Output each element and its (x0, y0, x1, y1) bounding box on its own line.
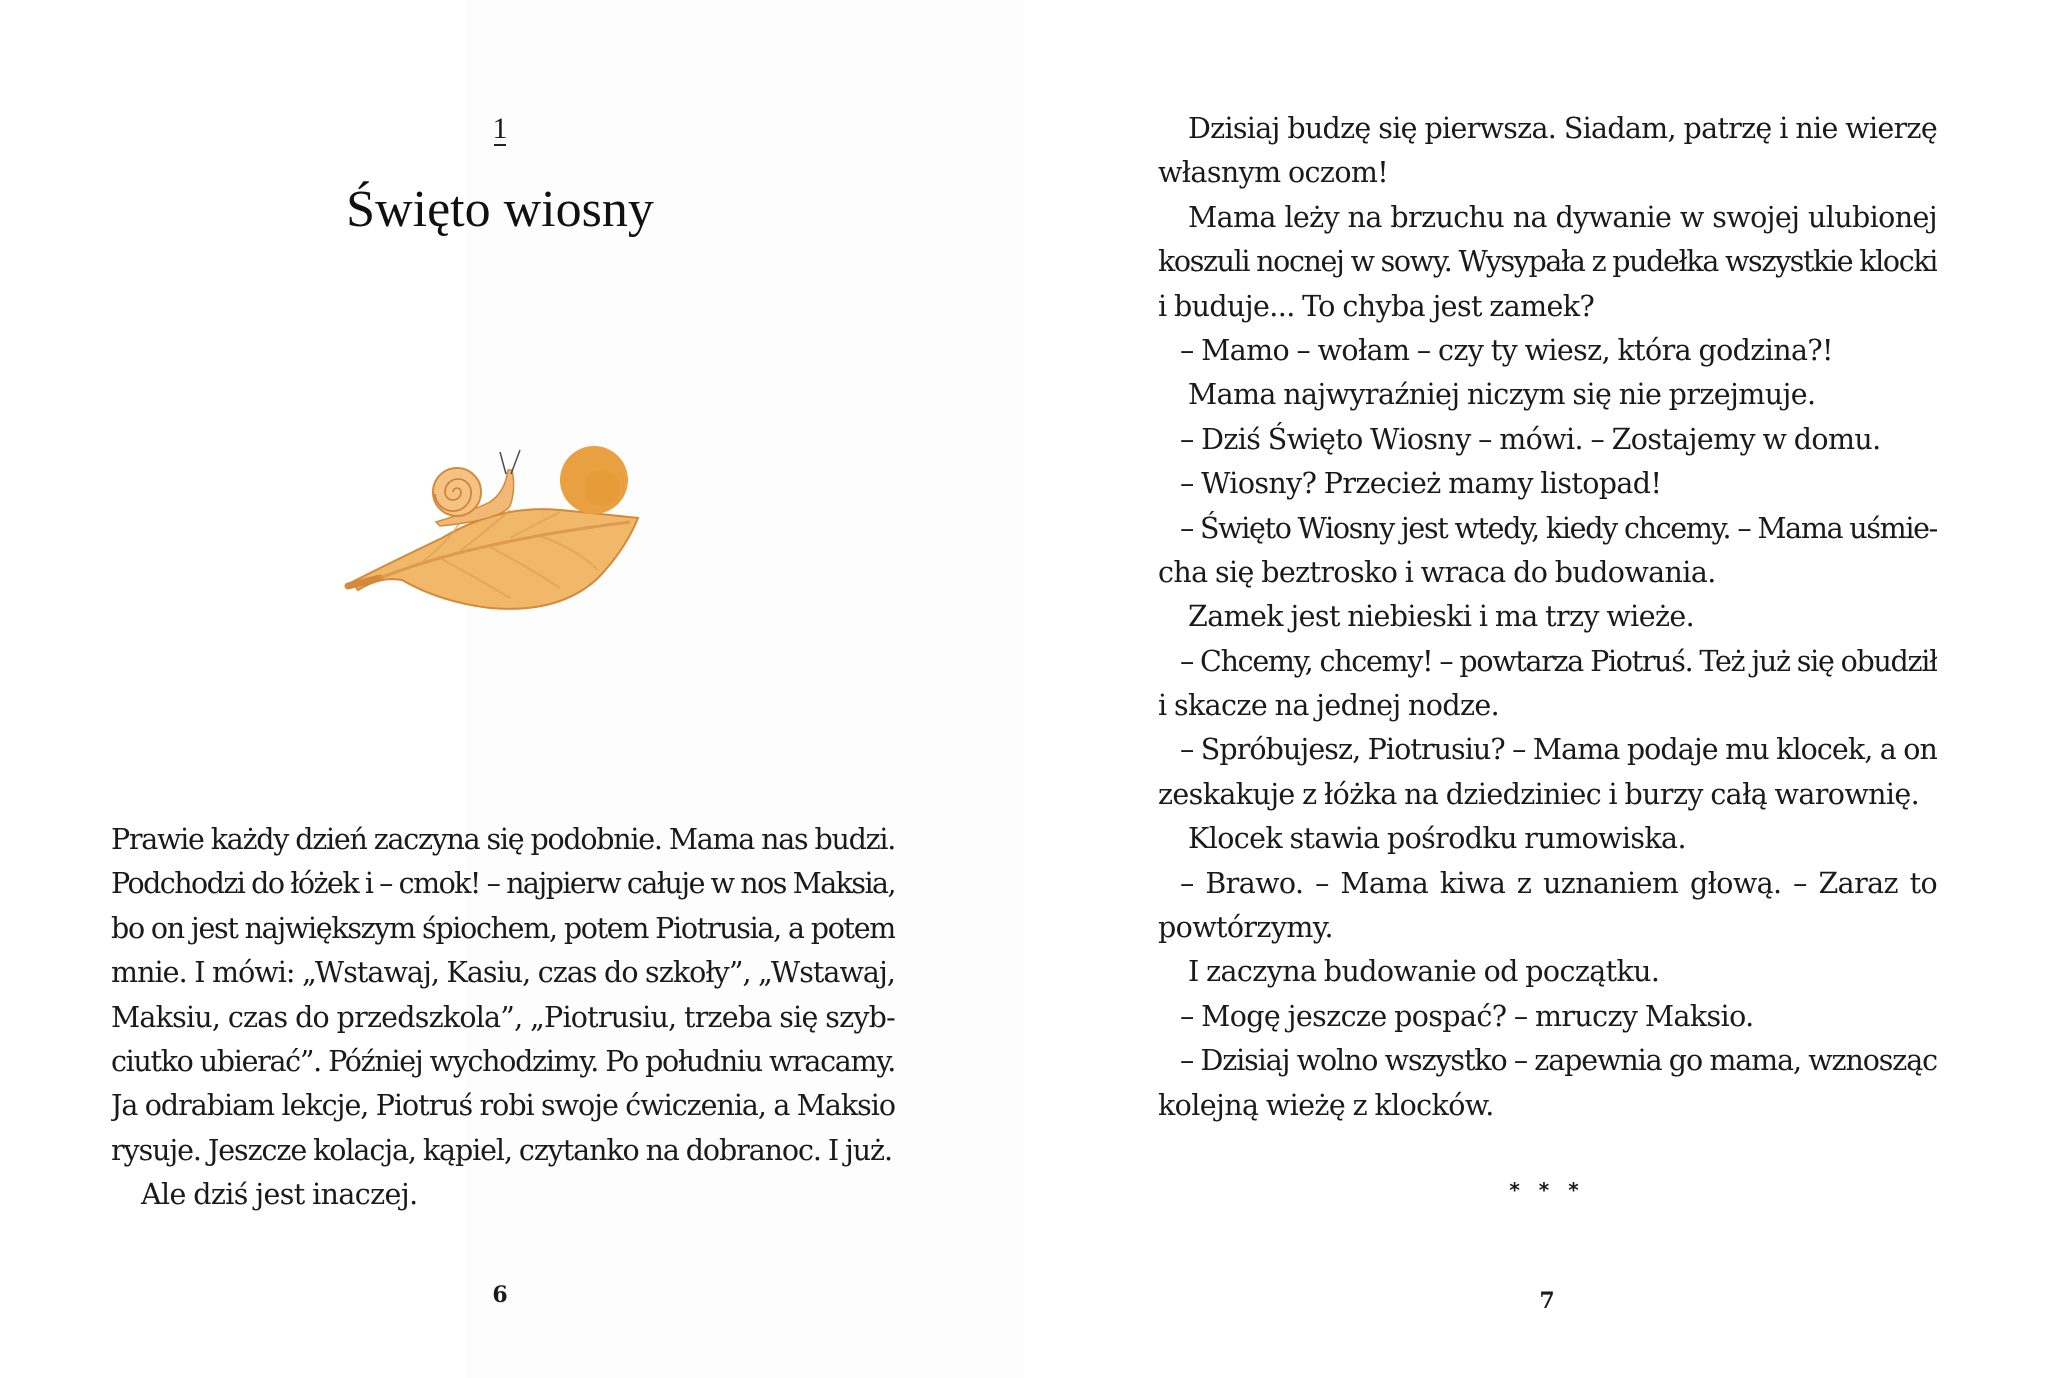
text-line: własnym oczom! (1158, 156, 1389, 190)
text-line: – Brawo. – Mama kiwa z uznaniem głową. – Zaraz to (1180, 866, 1937, 900)
snail-on-leaf-illustration (340, 430, 660, 630)
text-line: – Święto Wiosny jest wtedy, kiedy chcemy. – Mama uśmie- (1180, 511, 1937, 545)
text-line: bo on jest największym śpiochem, potem Piotrusia, a potem (111, 911, 895, 945)
text-line: – Mogę jeszcze pospać? – mruczy Maksio. (1180, 999, 1754, 1033)
text-line: I zaczyna budowanie od początku. (1188, 955, 1660, 989)
leaf-stem (348, 578, 380, 586)
text-line: – Wiosny? Przecież mamy listopad! (1180, 467, 1662, 501)
text-line: Podchodzi do łóżek i – cmok! – najpierw całuje w nos Maksia, (111, 867, 895, 901)
text-line: ciutko ubierać”. Później wychodzimy. Po południu wracamy. (111, 1044, 895, 1078)
snail-shell (433, 468, 481, 516)
text-line: kolejną wieżę z klocków. (1158, 1088, 1494, 1122)
text-line: Mama leży na brzuchu na dywanie w swojej ulubionej (1188, 200, 1937, 234)
text-line: cha się beztrosko i wraca do budowania. (1158, 555, 1716, 589)
chapter-number-text: 1 (492, 112, 508, 145)
text-line: Maksiu, czas do przedszkola”, „Piotrusiu, trzeba się szyb- (111, 1000, 895, 1034)
text-line: Mama najwyraźniej niczym się nie przejmuje. (1188, 378, 1816, 412)
page-number-left: 6 (492, 1282, 508, 1308)
text-line: – Spróbujesz, Piotrusiu? – Mama podaje mu klocek, a on (1180, 733, 1937, 767)
right-page (1024, 0, 2048, 1378)
right-page-text (1158, 107, 1937, 1128)
text-line: mnie. I mówi: „Wstawaj, Kasiu, czas do szkoły”, „Wstawaj, (111, 956, 895, 990)
chapter-title: Święto wiosny (346, 181, 654, 238)
text-line: – Dzisiaj wolno wszystko – zapewnia go mama, wznosząc (1180, 1044, 1937, 1078)
text-line: – Chcemy, chcemy! – powtarza Piotruś. Też już się obudził (1180, 644, 1937, 678)
text-line: i buduje... To chyba jest zamek? (1158, 289, 1595, 323)
sun-texture (584, 470, 620, 506)
text-line: Dzisiaj budzę się pierwsza. Siadam, patrzę i nie wierzę (1188, 112, 1937, 145)
left-page-text (111, 818, 895, 1218)
text-line: Prawie każdy dzień zaczyna się podobnie. Mama nas budzi. (111, 823, 895, 856)
page-number-right: 7 (1539, 1288, 1555, 1314)
text-line: – Dziś Święto Wiosny – mówi. – Zostajemy w domu. (1180, 422, 1881, 456)
text-line: rysuje. Jeszcze kolacja, kąpiel, czytanko na dobranoc. I już. (111, 1133, 892, 1167)
snail-antenna (511, 450, 520, 474)
text-line: koszuli nocnej w sowy. Wysypała z pudełka wszystkie klocki (1158, 245, 1937, 279)
text-line: Klocek stawia pośrodku rumowiska. (1188, 822, 1686, 856)
text-line: – Mamo – wołam – czy ty wiesz, która godzina?! (1180, 333, 1833, 367)
text-line: zeskakuje z łóżka na dziedziniec i burzy całą warownię. (1158, 777, 1920, 811)
text-line: Zamek jest niebieski i ma trzy wieże. (1188, 600, 1695, 634)
text-line: Ja odrabiam lekcje, Piotruś robi swoje ćwiczenia, a Maksio (111, 1089, 895, 1123)
chapter-number (480, 112, 520, 146)
text-line: Ale dziś jest inaczej. (141, 1178, 418, 1212)
text-line: i skacze na jednej nodze. (1158, 689, 1500, 723)
text-line: powtórzymy. (1158, 911, 1333, 945)
section-break: * * * (1509, 1178, 1585, 1202)
snail-antenna (500, 452, 506, 474)
